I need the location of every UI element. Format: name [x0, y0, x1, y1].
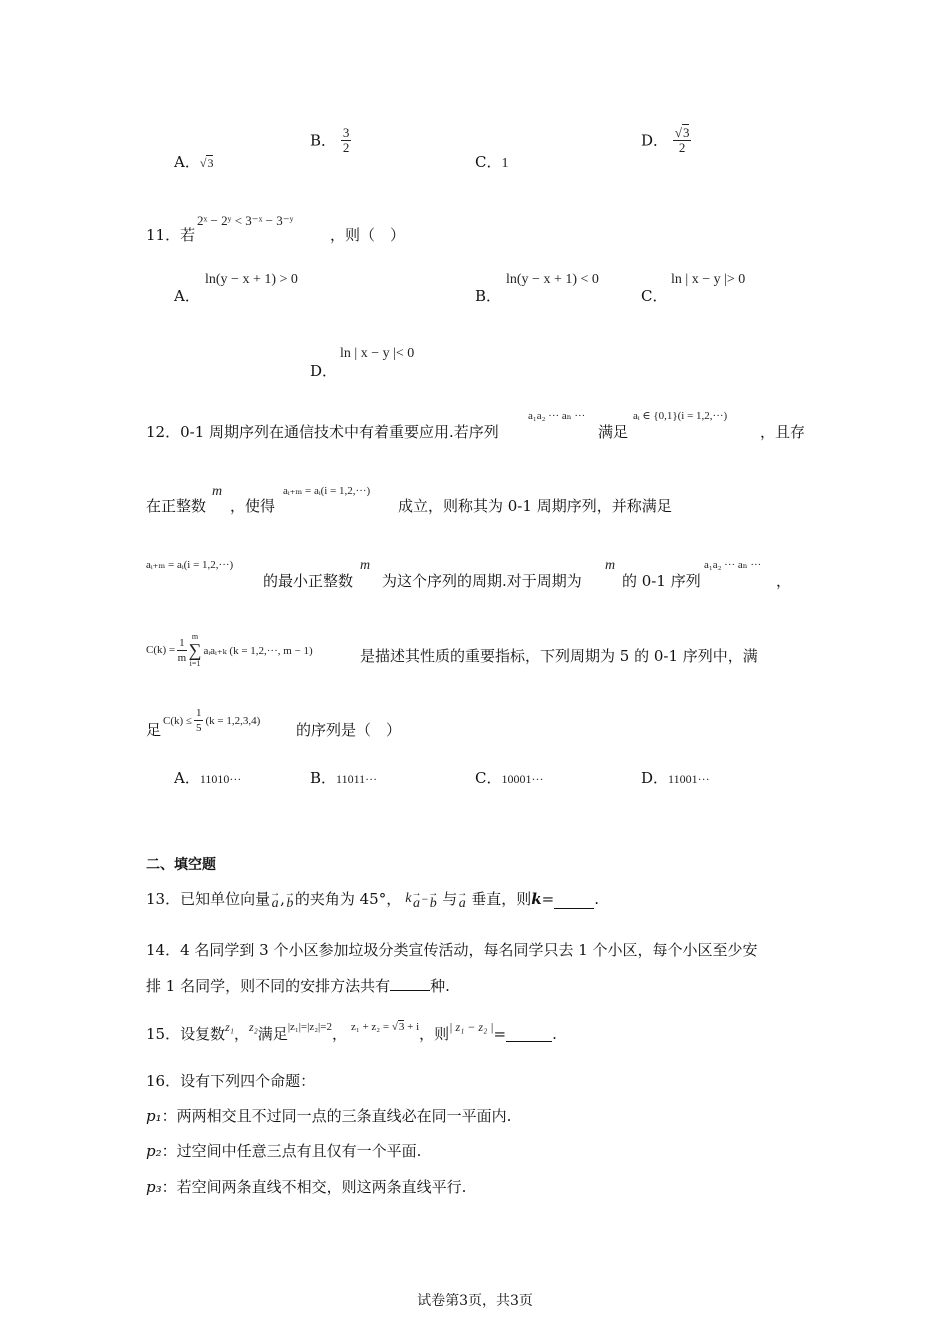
q12-line3-mid2: 为这个序列的周期.对于周期为 — [382, 572, 582, 590]
q10-option-c: C．1 — [475, 153, 509, 171]
q13: 13．已知单位向量 → a , → b 的夹角为 45°， k → a − → b 与 → a 垂直，则 k = . — [146, 888, 600, 911]
q12-line2-mid: ，使得 — [230, 497, 276, 515]
q12-line1-tail: ，且存 — [760, 423, 806, 441]
q12-line3-mid: 的最小正整数 — [263, 572, 354, 590]
q12-line5-tail: 的序列是（ ） — [296, 721, 402, 739]
q12-m-3: m — [605, 558, 616, 573]
q11-condition: 2ˣ − 2ʸ < 3⁻ˣ − 3⁻ʸ — [197, 213, 294, 228]
q16-p3: p₃：若空间两条直线不相交，则这两条直线平行. — [146, 1178, 467, 1196]
page-footer: 试卷第3页，共3页 — [417, 1293, 533, 1309]
q12-line1-mid: 满足 — [598, 423, 629, 441]
q11-option-c-expr: ln | x − y |> 0 — [671, 272, 746, 287]
q12-line2-text: 在正整数 — [146, 497, 207, 515]
q14-line2: 排 1 名同学，则不同的安排方法共有 种. — [146, 977, 450, 995]
q15: 15．设复数 z₁ ， z₂ 满足 |z₁|=|z₂|=2 ， z₁ + z₂ = √3 + i ，则 | z₁ − z₂ | = . — [146, 1020, 557, 1043]
q12-cond2: aᵢ₊ₘ = aᵢ(i = 1,2,···) — [283, 485, 371, 497]
q11-option-c-label: C． — [641, 287, 668, 305]
q16-title: 16．设有下列四个命题： — [146, 1072, 316, 1090]
q14-line1: 14．4 名同学到 3 个小区参加垃圾分类宣传活动，每名同学只去 1 个小区，每个小区至少安 — [146, 941, 758, 959]
q12-line4-tail: 是描述其性质的重要指标，下列周期为 5 的 0-1 序列中，满 — [360, 647, 758, 665]
q12-line2-tail: 成立，则称其为 0-1 周期序列，并称满足 — [398, 497, 672, 515]
q12-cond3: aᵢ₊ₘ = aᵢ(i = 1,2,···) — [146, 559, 234, 571]
q12-option-b: B．11011··· — [310, 769, 378, 787]
q11-tail: ，则（ ） — [330, 226, 406, 244]
q16-p2: p₂：过空间中任意三点有且仅有一个平面. — [146, 1142, 422, 1160]
q12-line5-pre: 足 — [146, 721, 162, 739]
q11-option-d-label: D． — [310, 362, 338, 380]
q12-option-a: A．11010··· — [174, 769, 242, 787]
q11-option-a-expr: ln(y − x + 1) > 0 — [205, 272, 298, 287]
q12-line3-tail: ， — [776, 572, 792, 590]
section-heading-fill-in: 二、填空题 — [146, 857, 216, 873]
q12-option-c: C．10001··· — [475, 769, 544, 787]
q12-line3-mid3: 的 0-1 序列 — [622, 572, 701, 590]
q11-option-a-label: A． — [174, 287, 200, 305]
q10-option-a: A．√3 — [174, 153, 214, 171]
q16-p1: p₁：两两相交且不过同一点的三条直线必在同一平面内. — [146, 1107, 512, 1125]
q12-ck-formula: C(k) = $\frac{1}{m}$ m ∑ i=1 aᵢaᵢ₊ₖ (k = 1,2,···, m − 1) — [146, 632, 313, 668]
q12-line1-text: 12．0-1 周期序列在通信技术中有着重要应用.若序列 — [146, 423, 499, 441]
q14-answer-blank[interactable] — [390, 976, 430, 991]
q12-option-d: D．11001··· — [641, 769, 710, 787]
q10-option-b: B． $\frac{3}{2}$ — [310, 125, 350, 155]
q11-stem: 11．若 — [146, 226, 196, 244]
q12-seq2: a₁a₂ ··· aₙ ··· — [704, 559, 762, 571]
q12-m-2: m — [360, 558, 371, 573]
q10-option-d: D． $\frac{√3}{2}$ — [641, 125, 690, 155]
q15-answer-blank[interactable] — [506, 1027, 552, 1042]
q11-option-d-expr: ln | x − y |< 0 — [340, 346, 415, 361]
q11-option-b-expr: ln(y − x + 1) < 0 — [506, 272, 599, 287]
q12-seq: a₁a₂ ··· aₙ ··· — [528, 410, 586, 422]
q12-cond1: aᵢ ∈ {0,1}(i = 1,2,···) — [633, 410, 728, 422]
q12-ck2-formula: C(k) ≤ $\frac{1}{5}$ (k = 1,2,3,4) — [163, 707, 261, 734]
q13-answer-blank[interactable] — [554, 894, 594, 909]
q12-m: m — [212, 484, 223, 499]
q11-option-b-label: B． — [475, 287, 502, 305]
